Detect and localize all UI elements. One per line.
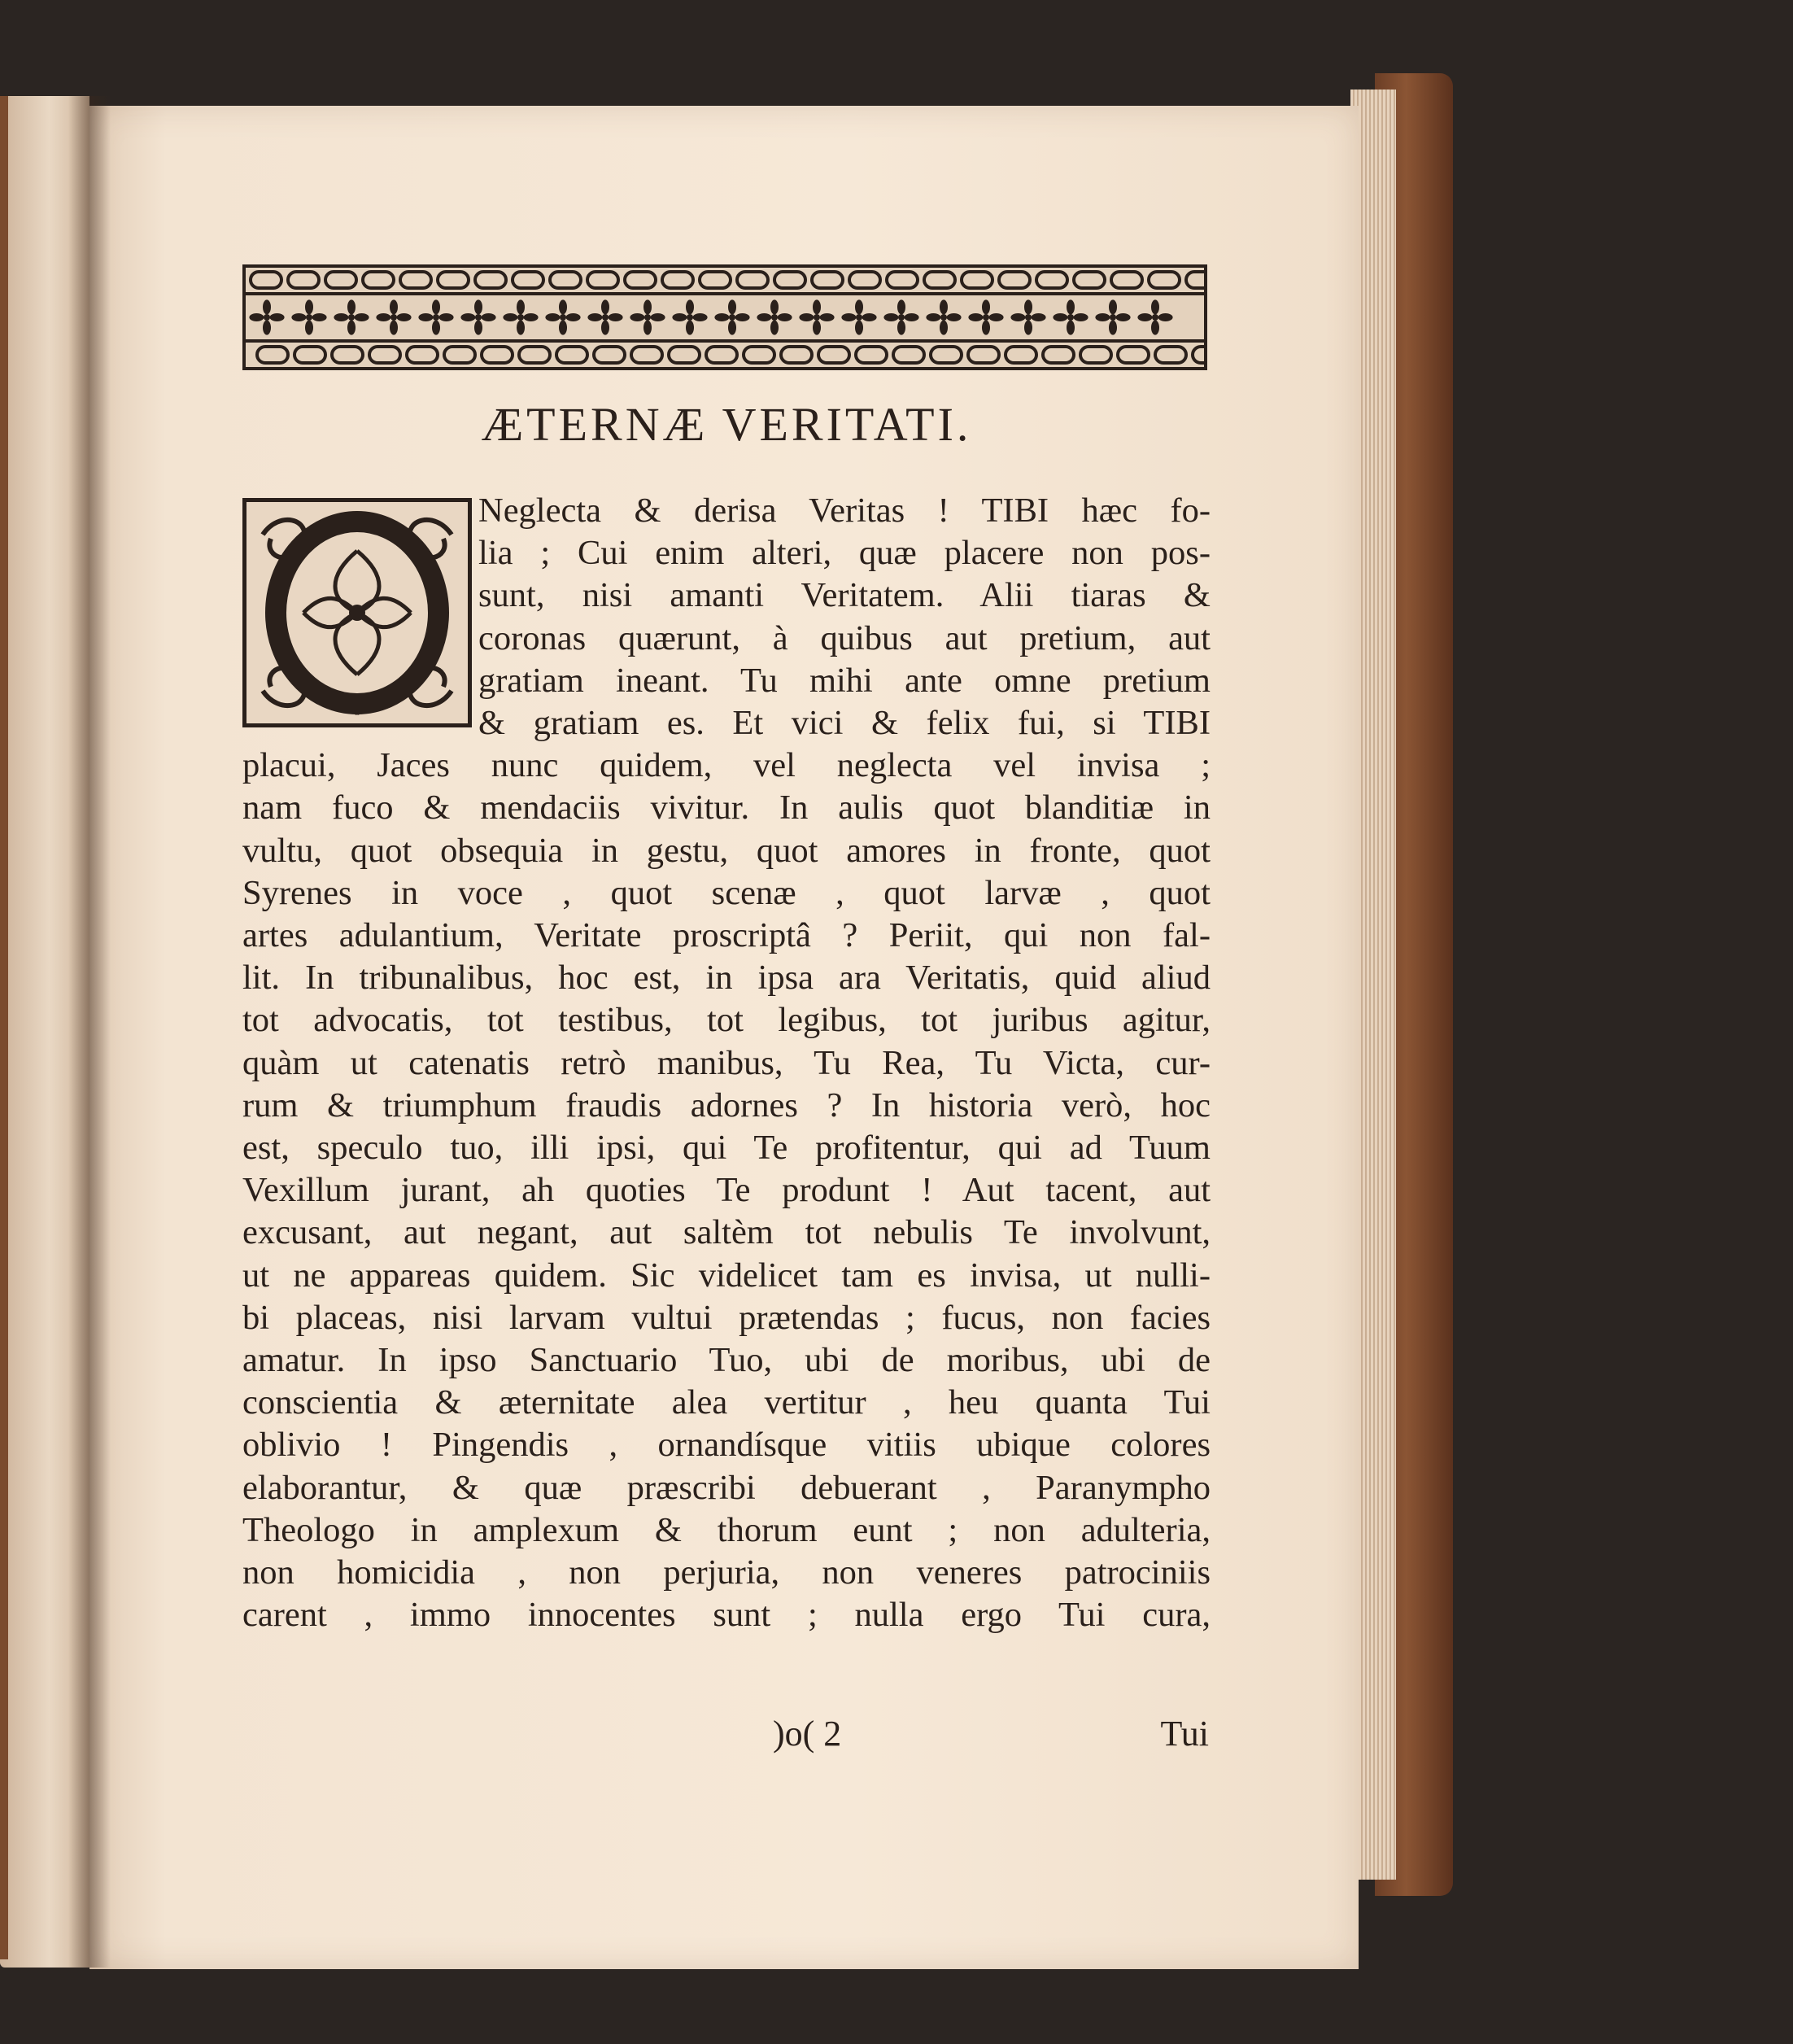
- footer-row: [244, 1713, 1209, 1755]
- text-line: elaborantur, & quæ præscribi debuerant , Paranympho: [242, 1468, 1211, 1507]
- page-number: )o( 2: [773, 1714, 842, 1754]
- text-line: vultu, quot obsequia in gestu, quot amores in fronte, quot: [242, 831, 1211, 870]
- text-line: Theologo in amplexum & thorum eunt ; non adulteria,: [242, 1510, 1211, 1549]
- text-line: rum & triumphum fraudis adornes ? In historia verò, hoc: [242, 1085, 1211, 1125]
- text-line: est, speculo tuo, illi ipsi, qui Te profitentur, qui ad Tuum: [242, 1129, 1211, 1167]
- text-line: bi placeas, nisi larvam vultui prætendas ; fucus, non facies: [242, 1298, 1211, 1337]
- drop-cap-initial: [242, 498, 472, 727]
- text-line: non homicidia , non perjuria, non veneres patrociniis: [242, 1553, 1211, 1592]
- text-line: Vexillum jurant, ah quoties Te produnt ! Aut tacent, aut: [242, 1171, 1211, 1210]
- text-line: sunt, nisi amanti Veritatem. Alii tiaras &: [478, 576, 1211, 615]
- text-line: lia ; Cui enim alteri, quæ placere non pos-: [478, 534, 1211, 573]
- text-line: nam fuco & mendaciis vivitur. In aulis quot blanditiæ in: [242, 788, 1211, 828]
- text-line: & gratiam es. Et vici & felix fui, si TIBI: [478, 704, 1211, 742]
- text-line: ut ne appareas quidem. Sic videlicet tam es invisa, ut nulli-: [242, 1256, 1211, 1295]
- drop-cap-letter: O: [353, 706, 361, 718]
- text-line: tot advocatis, tot testibus, tot legibus, tot juribus agitur,: [242, 1001, 1211, 1040]
- text-line: Syrenes in voce , quot scenæ , quot larvæ , quot: [242, 873, 1211, 912]
- text-line: carent , immo innocentes sunt ; nulla ergo Tui cura,: [242, 1596, 1211, 1635]
- ornamental-headpiece: [242, 264, 1207, 370]
- text-line: amatur. In ipso Sanctuario Tuo, ubi de moribus, ubi de: [242, 1341, 1211, 1379]
- page-heading: ÆTERNÆ VERITATI.: [481, 398, 972, 451]
- text-line: gratiam ineant. Tu mihi ante omne pretium: [478, 661, 1211, 700]
- text-line: excusant, aut negant, aut saltèm tot nebulis Te involvunt,: [242, 1213, 1211, 1252]
- text-line: artes adulantium, Veritate proscriptâ ? Periit, qui non fal-: [242, 916, 1211, 954]
- text-line: coronas quærunt, à quibus aut pretium, aut: [478, 618, 1211, 657]
- text-line: Neglecta & derisa Veritas ! TIBI hæc fo-: [478, 491, 1211, 530]
- text-line: placui, Jaces nunc quidem, vel neglecta vel invisa ;: [242, 746, 1211, 785]
- spine-shadow: [68, 96, 111, 1968]
- text-line: oblivio ! Pingendis , ornandísque vitiis ubique colores: [242, 1426, 1211, 1465]
- text-line: quàm ut catenatis retrò manibus, Tu Rea, Tu Victa, cur-: [242, 1043, 1211, 1082]
- text-line: conscientia & æternitate alea vertitur , heu quanta Tui: [242, 1383, 1211, 1422]
- left-cover-edge: [0, 96, 8, 1959]
- text-line: lit. In tribunalibus, hoc est, in ipsa ara Veritatis, quid aliud: [242, 959, 1211, 998]
- catchword: Tui: [1160, 1714, 1209, 1754]
